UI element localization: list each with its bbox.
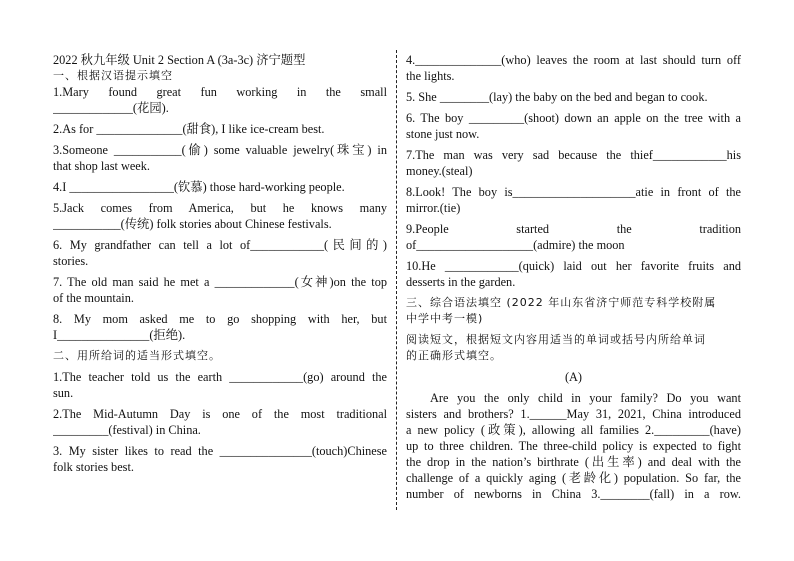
right-text-line: (A) [564, 370, 583, 384]
right-column [406, 52, 741, 502]
right-text-line: of___________________(admire) the moon [406, 238, 625, 252]
left-text-line: I_______________(拒绝). [53, 328, 186, 342]
right-text-line: 三、综合语法填空 (2022 年山东省济宁师范专科学校附属 [406, 296, 717, 309]
right-text-line: mirror.(tie) [406, 201, 461, 215]
left-text-line: 2022 秋九年级 Unit 2 Section A (3a-3c) 济宁题型 [53, 53, 306, 67]
left-text-line: 一、根据汉语提示填空 [53, 69, 173, 82]
left-text-line: 6. My grandfather can tell a lot of____________(民间的) [53, 238, 387, 252]
right-text-line: 10.He ____________(quick) laid out her favorite fruits and [406, 259, 741, 273]
left-text-line: 3. My sister likes to read the _______________(touch)Chinese [53, 444, 387, 458]
right-text-line: the drop in the nation’s birthrate (出生率) and deal with the [406, 455, 741, 469]
right-text-line: desserts in the garden. [406, 275, 516, 289]
right-text-line: 7.The man was very sad because the thief____________his [406, 148, 741, 162]
left-text-line: folk stories best. [53, 460, 134, 474]
left-text-line: _________(festival) in China. [53, 423, 201, 437]
right-text-line: 8.Look! The boy is____________________atie in front of the [406, 185, 741, 199]
left-text-line: 1.The teacher told us the earth ____________(go) around the [53, 370, 387, 384]
left-text-line: stories. [53, 254, 89, 268]
right-text-line: 的正确形式填空。 [406, 349, 502, 362]
right-text-line: 9.People started the tradition [406, 222, 741, 236]
left-text-line: 8. My mom asked me to go shopping with her, but [53, 312, 387, 326]
right-text-line: up to three children. The three-child policy is expected to fight [406, 439, 741, 453]
right-text-line: 5. She ________(lay) the baby on the bed and began to cook. [406, 90, 708, 104]
left-text-line: 1.Mary found great fun working in the small [53, 85, 387, 99]
left-text-line: 2.The Mid-Autumn Day is one of the most traditional [53, 407, 387, 421]
right-text-line: 阅读短文，根据短文内容用适当的单词或括号内所给单词 [406, 333, 706, 346]
right-text-line: Are you the only child in your family? Do you want [430, 391, 741, 405]
column-divider [396, 50, 397, 510]
left-text-line: 5.Jack comes from America, but he knows many [53, 201, 387, 215]
left-text-line: _____________(花园). [53, 101, 169, 115]
left-text-line: 二、用所给词的适当形式填空。 [53, 349, 221, 362]
right-text-line: sisters and brothers? 1.______May 31, 2021, China introduced [406, 407, 741, 421]
right-text-line: challenge of a quickly aging (老龄化) population. So far, the [406, 471, 741, 485]
right-text-line: number of newborns in China 3.________(fall) in a row. [406, 487, 741, 501]
right-text-line: 6. The boy _________(shoot) down an apple on the tree with a [406, 111, 741, 125]
right-text-line: money.(steal) [406, 164, 473, 178]
left-text-line: 4.I _________________(钦慕) those hard-working people. [53, 180, 345, 194]
right-text-line: stone just now. [406, 127, 480, 141]
left-text-line: ___________(传统) folk stories about Chinese festivals. [53, 217, 332, 231]
right-text-line: the lights. [406, 69, 455, 83]
left-text-line: of the mountain. [53, 291, 134, 305]
left-text-line: that shop last week. [53, 159, 150, 173]
left-column [53, 52, 387, 475]
left-text-line: 7. The old man said he met a _____________(女神)on the top [53, 275, 387, 289]
right-text-line: a new policy (政策), allowing all families 2._________(have) [406, 423, 741, 437]
left-text-line: sun. [53, 386, 74, 400]
left-text-line: 2.As for ______________(甜食), I like ice-cream best. [53, 122, 325, 136]
left-text-line: 3.Someone ___________(偷) some valuable jewelry(珠宝) in [53, 143, 387, 157]
right-text-line: 4.______________(who) leaves the room at last should turn off [406, 53, 741, 67]
right-text-line: 中学中考一模) [406, 312, 484, 325]
